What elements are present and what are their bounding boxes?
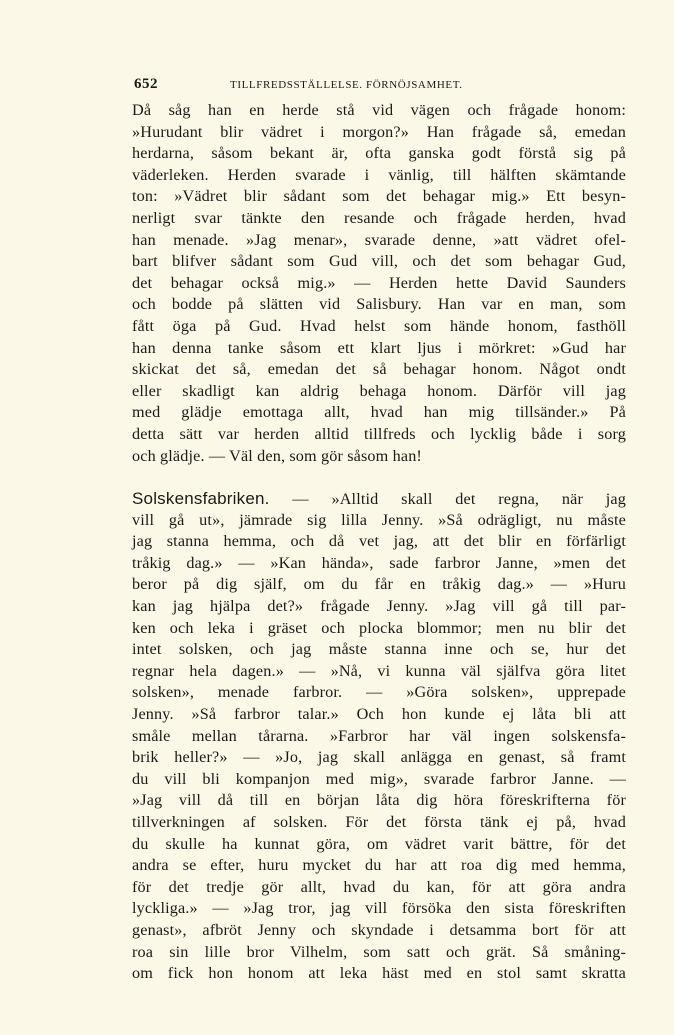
text-line: för det tredje gör allt, hvad du kan, för att göra andra: [132, 877, 626, 896]
text-line: fått öga på Gud. Hvad helst som hände honom, fasthöll: [132, 316, 626, 335]
text-line: genast», afbröt Jenny och skyndade i detsamma bort för att: [132, 920, 626, 939]
text-line: och bodde på slätten vid Salisbury. Han var en man, som: [132, 295, 626, 314]
text-line: lyckliga.» — »Jag tror, jag vill försöka den sista föreskriften: [132, 899, 626, 918]
text-line: du vill bli kompanjon med mig», svarade farbror Janne. —: [132, 769, 626, 788]
text-line: du skulle ha kunnat göra, om vädret varit bättre, för det: [132, 834, 626, 853]
text-line: skickat det så, emedan det så behagar honom. Något ondt: [132, 360, 626, 379]
text-line: brik heller?» — »Jo, jag skall anlägga en genast, så framt: [132, 748, 626, 767]
text-line: andra se efter, huru mycket du har att roa dig med hemma,: [132, 856, 626, 875]
text-line: »Hurudant blir vädret i morgon?» Han frågade så, emedan: [132, 122, 626, 141]
text-line: eller skadligt kan aldrig behaga honom. Därför vill jag: [132, 381, 626, 400]
text-line: bart blifver sådant som Gud vill, och det som behagar Gud,: [132, 252, 626, 271]
text-line: nerligt svar tänkte den resande och frågade herden, hvad: [132, 208, 626, 227]
text-line: detta sätt var herden alltid tillfreds och lycklig både i sorg: [132, 424, 626, 443]
text-line: beror på dig själf, om du får en tråkig dag.» — »Huru: [132, 575, 626, 594]
text-line: småle mellan tårarna. »Farbror har väl ingen solskensfa-: [132, 726, 626, 745]
section-heading: Solskensfabriken.: [132, 489, 270, 509]
running-title: TILLFREDSSTÄLLELSE. FÖRNÖJSAMHET.: [230, 79, 463, 91]
text-line: Jenny. »Så farbror talar.» Och hon kunde ej låta bli att: [132, 705, 626, 724]
text-line: jag stanna hemma, och då vet jag, att det blir en förfärligt: [132, 532, 626, 551]
text-line: han menade. »Jag menar», svarade denne, »att vädret ofel-: [132, 230, 626, 249]
text-line: ton: »Vädret blir sådant som det behagar mig.» Ett besyn-: [132, 187, 626, 206]
text-line: tillverkningen af solsken. För det första tänk ej på, hvad: [132, 813, 626, 831]
text-line: herdarna, såsom bekant är, ofta ganska godt förstå sig på: [132, 144, 626, 163]
text-line: om fick hon honom att leka häst med en stol samt skratta: [132, 964, 626, 983]
text-line: tråkig dag.» — »Kan hända», sade farbror Janne, »men det: [132, 553, 626, 572]
page-header: [134, 76, 626, 96]
text-line: Då såg han en herde stå vid vägen och frågade honom:: [132, 101, 626, 119]
text-line: väderleken. Herden svarade i vänlig, till hälften skämtande: [132, 165, 626, 184]
text-line-with-heading: [132, 488, 626, 510]
text-line: kan jag hjälpa det?» frågade Jenny. »Jag vill gå till par-: [132, 597, 626, 616]
heading-line-text: — »Alltid skall det regna, när jag: [269, 490, 626, 509]
text-line: vill gå ut», jämrade sig lilla Jenny. »Så odrägligt, nu måste: [132, 510, 626, 529]
page-body: [132, 100, 626, 985]
text-line: »Jag vill då till en början låta dig höra föreskrifterna för: [132, 791, 626, 810]
paragraph-shepherd: [132, 100, 626, 467]
text-line: med glädje emottaga allt, hvad han mig tillsänder.» På: [132, 403, 626, 422]
text-line: solsken», menade farbror. — »Göra solsken», upprepade: [132, 683, 626, 702]
text-line: och glädje. — Väl den, som gör såsom han!: [132, 446, 422, 465]
paragraph-solskensfabriken: [132, 488, 626, 985]
text-line: regnar hela dagen.» — »Nå, vi kunna väl själfva göra litet: [132, 661, 626, 680]
text-line: intet solsken, och jag måste stanna inne och se, hur det: [132, 640, 626, 659]
text-line: det behagar också mig.» — Herden hette David Saunders: [132, 273, 626, 292]
text-line: ken och leka i gräset och plocka blommor; men nu blir det: [132, 618, 626, 637]
page-number: 652: [134, 76, 158, 92]
text-line: roa sin lille bror Vilhelm, som satt och grät. Så småning-: [132, 942, 626, 961]
paragraph-spacer: [132, 467, 626, 488]
text-line: han denna tanke såsom ett klart ljus i mörkret: »Gud har: [132, 338, 626, 357]
